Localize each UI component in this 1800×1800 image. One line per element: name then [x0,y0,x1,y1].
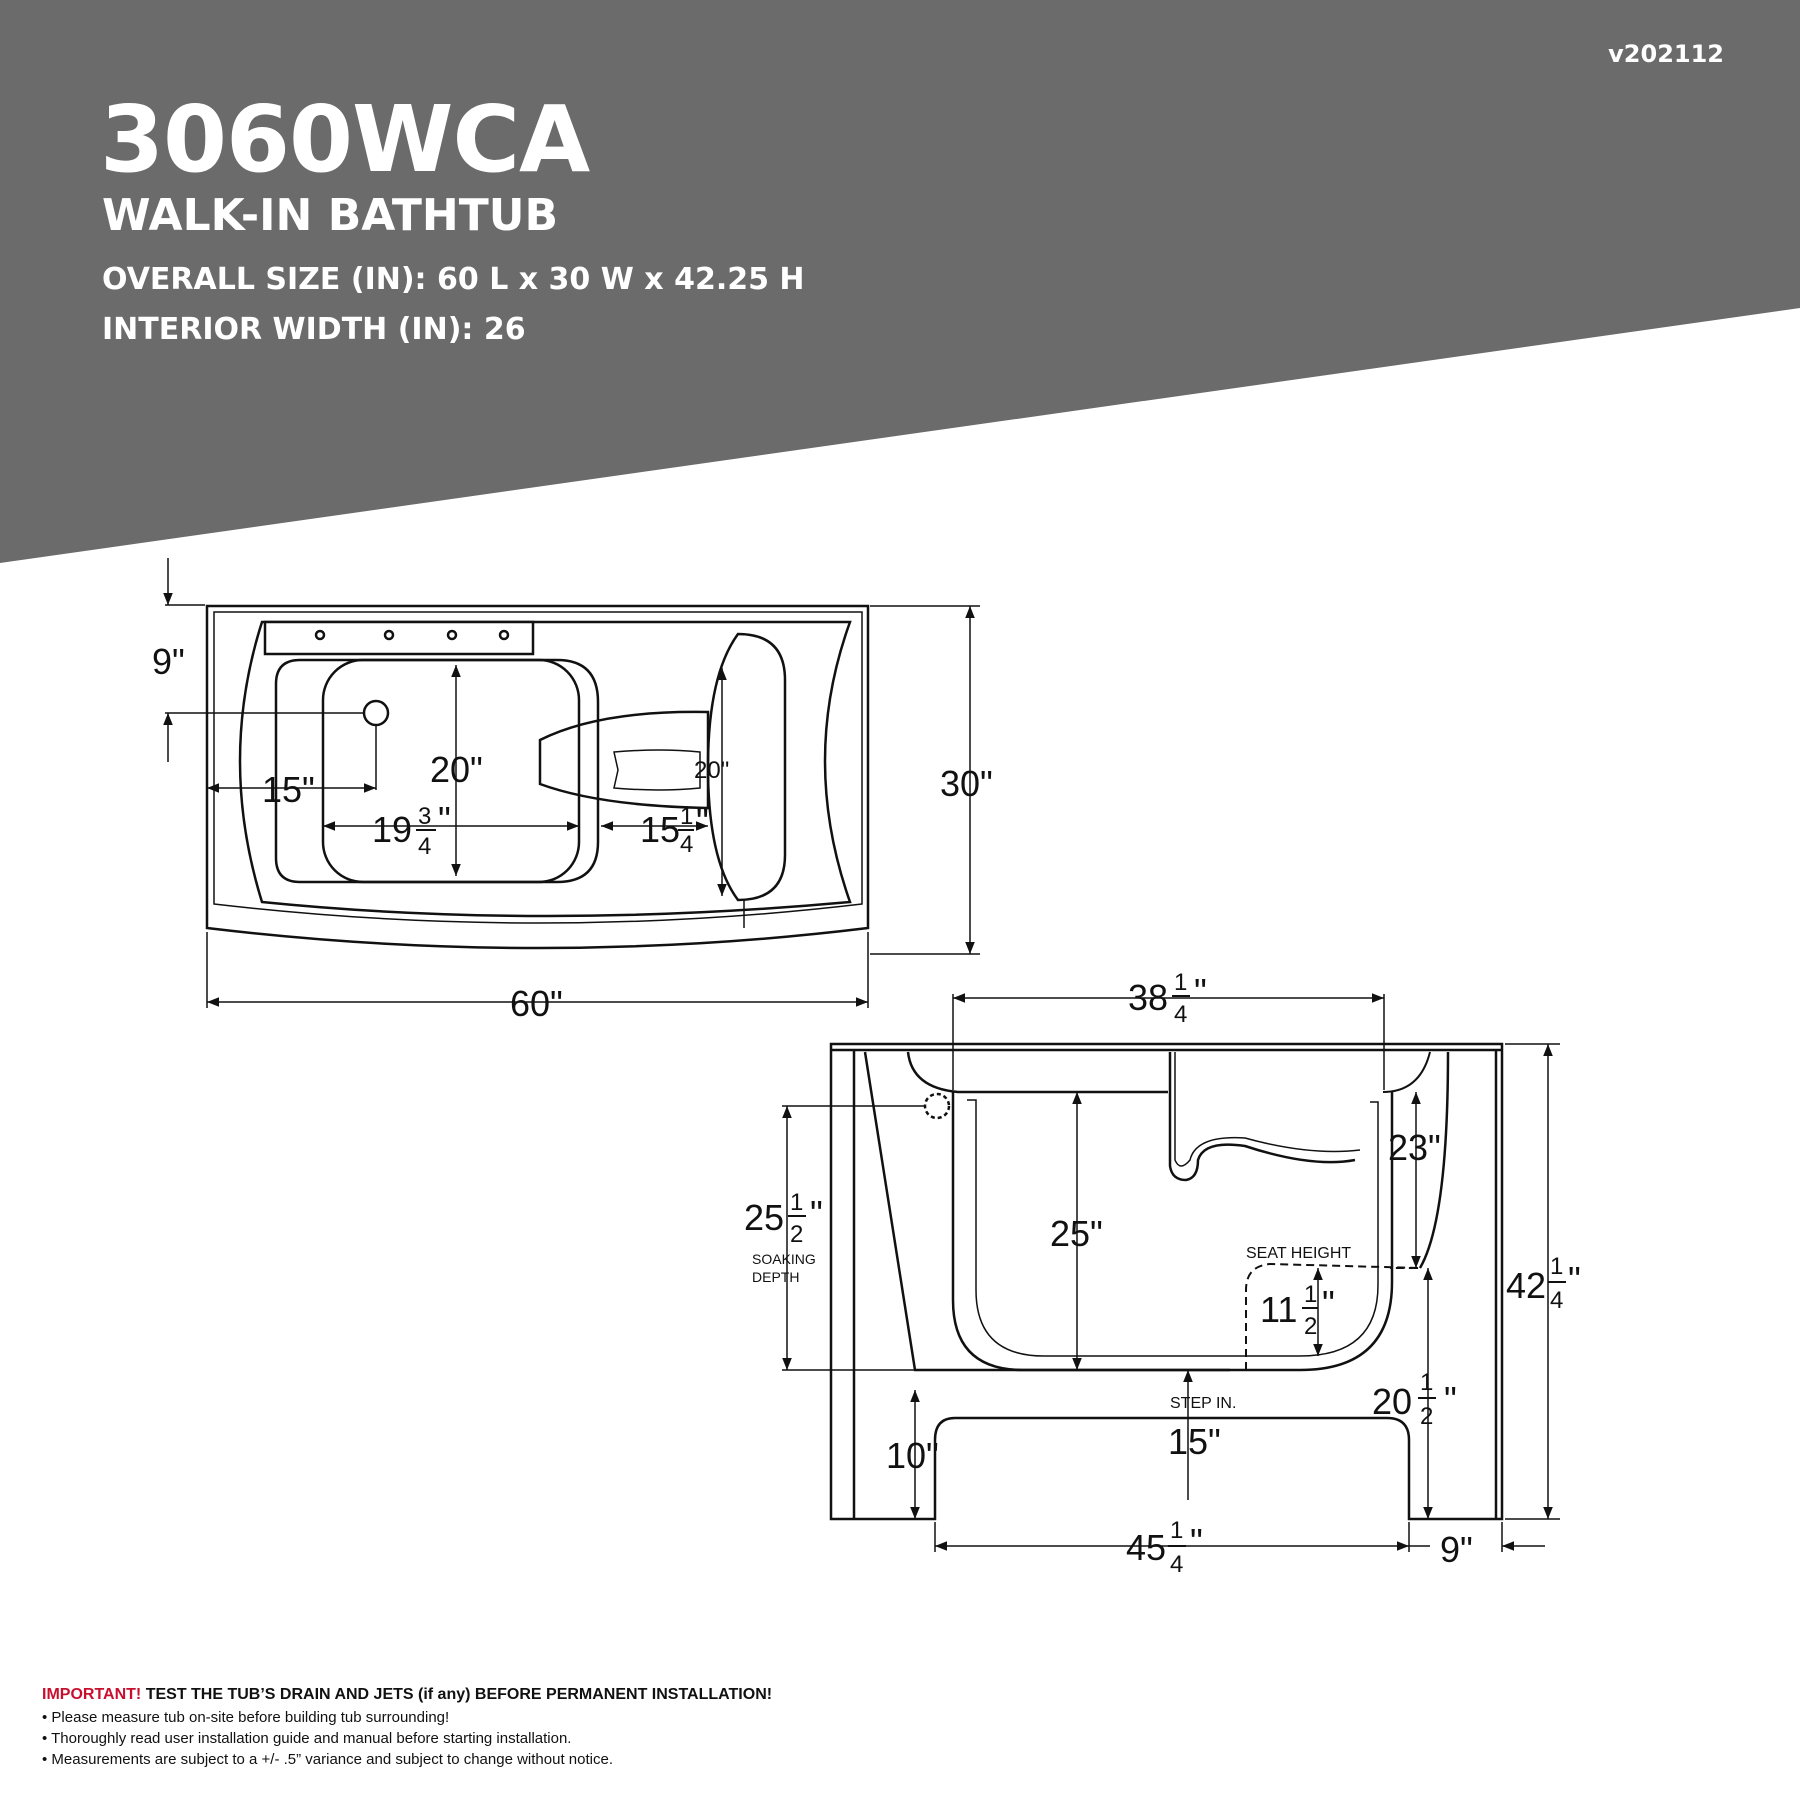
dim-overall-height-whole: 42 [1506,1265,1547,1306]
dim-interior-depth: 25" [1050,1213,1103,1254]
top-view-seat-inner [614,750,700,790]
soaking-depth-label-2: DEPTH [752,1269,800,1285]
note-item: • Thoroughly read user installation guide and manual before starting installation. [42,1730,572,1747]
svg-text:": " [1190,1521,1203,1562]
top-view-labels [152,641,993,1024]
dim-base-height: 10" [886,1435,939,1476]
note-item: • Please measure tub on-site before building tub surrounding! [42,1709,450,1726]
step-in-label: STEP IN. [1170,1395,1237,1412]
drain-icon [364,701,388,725]
top-view-deck [240,622,850,916]
dim-seat-height-whole: 11 [1260,1289,1298,1330]
dim-interior-length-whole: 38 [1128,977,1169,1018]
important-text: TEST THE TUB’S DRAIN AND JETS (if any) BEFORE PERMANENT INSTALLATION! [141,1686,773,1703]
dim-floor-length-num: 3 [418,803,432,830]
version-code: v202112 [1608,40,1724,68]
dim-seat-height-num: 1 [1304,1281,1318,1308]
dim-seat-floor-den: 2 [1420,1403,1434,1430]
side-view-seat-back [1170,1052,1355,1180]
jet-panel [265,622,533,654]
svg-text:": " [1194,971,1207,1012]
dim-soaking-depth-den: 2 [790,1221,804,1248]
top-view-seat [540,712,708,808]
side-view-basin [953,1092,1392,1370]
svg-text:": " [438,799,451,840]
dim-seat-height-den: 2 [1304,1313,1318,1340]
important-notice [42,1686,1042,1704]
dim-base-length-whole: 45 [1126,1527,1167,1568]
dim-drain-offset-top: 9" [152,641,185,682]
dim-seat-length-num: 1 [680,803,694,830]
product-subtitle: WALK-IN BATHTUB [102,190,558,241]
important-label: IMPORTANT! [42,1686,142,1703]
svg-text:": " [1444,1379,1457,1420]
side-view-labels [744,969,1581,1578]
dim-overall-height-den: 4 [1550,1287,1564,1314]
svg-text:": " [810,1193,823,1234]
dim-overall-length: 60" [510,983,563,1024]
dim-base-length-den: 4 [1170,1551,1184,1578]
dim-floor-width: 20" [430,749,483,790]
svg-text:": " [1322,1283,1335,1324]
dim-seat-length-whole: 15 [640,809,681,850]
dim-interior-length-den: 4 [1174,1001,1188,1028]
dim-drain-offset-side: 15" [262,769,315,810]
soaking-depth-label: SOAKING [752,1251,816,1267]
dim-floor-length-whole: 19 [372,809,413,850]
installation-notes [42,1686,1042,1770]
dim-overall-width: 30" [940,763,993,804]
side-view-inner-shell [908,1052,1168,1092]
dim-seat-back: 23" [1388,1127,1441,1168]
side-view-seat-curve [1383,1052,1430,1092]
dim-step-in: 15" [1168,1421,1221,1462]
note-item: • Measurements are subject to a +/- .5” variance and subject to change without notice. [42,1751,613,1768]
dim-overall-height-num: 1 [1550,1253,1564,1280]
dim-seat-floor-whole: 20 [1372,1381,1413,1422]
side-view-seat-rim [1175,1052,1360,1166]
dim-soaking-depth-whole: 25 [744,1197,785,1238]
dim-interior-length-num: 1 [1174,969,1188,996]
overall-size: OVERALL SIZE (IN): 60 L x 30 W x 42.25 H [102,262,805,297]
dim-end-offset: 9" [1440,1529,1473,1570]
svg-text:": " [1568,1259,1581,1300]
svg-text:": " [696,801,709,842]
dim-seat-length-den: 4 [680,831,694,858]
dim-seat-floor-num: 1 [1420,1369,1434,1396]
overflow-icon [925,1094,949,1118]
dim-soaking-depth-num: 1 [790,1189,804,1216]
dim-seat-depth: 20" [694,757,730,784]
model-number: 3060WCA [100,86,590,193]
interior-width: INTERIOR WIDTH (IN): 26 [102,312,526,347]
top-view-rim-inner [214,612,862,923]
dim-floor-length-den: 4 [418,833,432,860]
seat-height-label: SEAT HEIGHT [1246,1245,1352,1262]
dim-base-length-num: 1 [1170,1517,1184,1544]
